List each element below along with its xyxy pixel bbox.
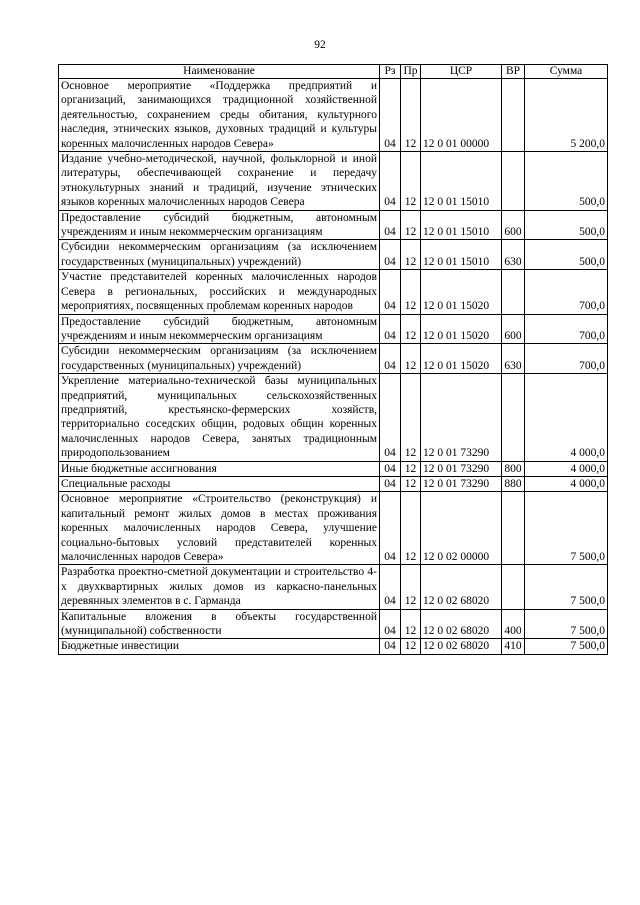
row-rz: 04: [380, 270, 401, 314]
row-rz: 04: [380, 240, 401, 270]
row-name: Капитальные вложения в объекты государственной (муниципальной) собственности: [59, 609, 380, 639]
row-name: Предоставление субсидий бюджетным, автономным учреждениям и иным некоммерческим организациям: [59, 210, 380, 240]
table-row: [59, 240, 608, 270]
row-pr: 12: [401, 270, 421, 314]
row-rz: 04: [380, 152, 401, 211]
row-csr: 12 0 02 68020: [421, 609, 502, 639]
row-sum: 500,0: [525, 240, 608, 270]
row-sum: 500,0: [525, 210, 608, 240]
row-name: Субсидии некоммерческим организациям (за исключением государственных (муниципальных) учреждений): [59, 344, 380, 374]
table-row: [59, 639, 608, 654]
row-sum: 7 500,0: [525, 565, 608, 609]
table-row: [59, 79, 608, 152]
row-rz: 04: [380, 344, 401, 374]
row-csr: 12 0 01 15010: [421, 152, 502, 211]
row-pr: 12: [401, 152, 421, 211]
row-rz: 04: [380, 461, 401, 476]
row-vr: 400: [502, 609, 525, 639]
row-name: Укрепление материально-технической базы муниципальных предприятий, муниципальных сельскохозяйственных предприятий, крестьянско-фермерских хозяйств, территориально соседских общин, родовых общин коренных малочисленных народов Севера, занятых традиционным природопользованием: [59, 374, 380, 461]
row-pr: 12: [401, 210, 421, 240]
row-name: Издание учебно-методической, научной, фольклорной и иной литературы, обеспечивающей сохранение и передачу этнокультурных знаний и традиций, изучение этнических языков коренных малочисленных народов Севера: [59, 152, 380, 211]
row-sum: 700,0: [525, 314, 608, 344]
row-sum: 4 000,0: [525, 476, 608, 491]
row-pr: 12: [401, 240, 421, 270]
row-csr: 12 0 01 15010: [421, 210, 502, 240]
row-sum: 7 500,0: [525, 639, 608, 654]
row-vr: [502, 79, 525, 152]
header-sum: Сумма: [525, 65, 608, 79]
row-vr: [502, 374, 525, 461]
table-header-row: [59, 65, 608, 79]
row-pr: 12: [401, 476, 421, 491]
row-rz: 04: [380, 79, 401, 152]
row-sum: 7 500,0: [525, 609, 608, 639]
row-csr: 12 0 02 68020: [421, 639, 502, 654]
row-sum: 500,0: [525, 152, 608, 211]
header-name: Наименование: [59, 65, 380, 79]
row-csr: 12 0 01 73290: [421, 476, 502, 491]
row-vr: [502, 270, 525, 314]
row-sum: 5 200,0: [525, 79, 608, 152]
row-sum: 4 000,0: [525, 461, 608, 476]
row-vr: 600: [502, 314, 525, 344]
row-pr: 12: [401, 565, 421, 609]
row-pr: 12: [401, 79, 421, 152]
row-rz: 04: [380, 476, 401, 491]
table-row: [59, 476, 608, 491]
row-name: Основное мероприятие «Поддержка предприятий и организаций, занимающихся традиционной хозяйственной деятельностью, сохранением среды обитания, культурного наследия, этнических языков, духовных традиций и культуры коренных малочисленных народов Севера»: [59, 79, 380, 152]
row-vr: 630: [502, 344, 525, 374]
header-csr: ЦСР: [421, 65, 502, 79]
row-vr: [502, 152, 525, 211]
row-csr: 12 0 01 15010: [421, 240, 502, 270]
row-name: Разработка проектно-сметной документации и строительство 4-х двухквартирных жилых домов из каркасно-панельных деревянных элементов в с. Гарманда: [59, 565, 380, 609]
row-csr: 12 0 01 15020: [421, 344, 502, 374]
table-row: [59, 314, 608, 344]
row-vr: 410: [502, 639, 525, 654]
table-row: [59, 344, 608, 374]
header-rz: Рз: [380, 65, 401, 79]
row-sum: 7 500,0: [525, 492, 608, 565]
row-rz: 04: [380, 492, 401, 565]
row-csr: 12 0 01 15020: [421, 270, 502, 314]
row-sum: 4 000,0: [525, 374, 608, 461]
row-name: Бюджетные инвестиции: [59, 639, 380, 654]
table-row: [59, 270, 608, 314]
table-row: [59, 461, 608, 476]
header-vr: ВР: [502, 65, 525, 79]
row-rz: 04: [380, 374, 401, 461]
row-csr: 12 0 01 15020: [421, 314, 502, 344]
row-pr: 12: [401, 492, 421, 565]
row-name: Иные бюджетные ассигнования: [59, 461, 380, 476]
row-name: Основное мероприятие «Строительство (реконструкция) и капитальный ремонт жилых домов в местах проживания коренных малочисленных народов Севера, улучшение социально-бытовых условий представителей коренных малочисленных народов Севера»: [59, 492, 380, 565]
row-name: Субсидии некоммерческим организациям (за исключением государственных (муниципальных) учреждений): [59, 240, 380, 270]
table-row: [59, 152, 608, 211]
table-row: [59, 609, 608, 639]
row-vr: 880: [502, 476, 525, 491]
row-rz: 04: [380, 565, 401, 609]
table-row: [59, 374, 608, 461]
row-name: Предоставление субсидий бюджетным, автономным учреждениям и иным некоммерческим организациям: [59, 314, 380, 344]
row-pr: 12: [401, 461, 421, 476]
row-vr: [502, 492, 525, 565]
row-pr: 12: [401, 374, 421, 461]
row-csr: 12 0 01 00000: [421, 79, 502, 152]
row-rz: 04: [380, 639, 401, 654]
row-sum: 700,0: [525, 270, 608, 314]
table-row: [59, 565, 608, 609]
header-pr: Пр: [401, 65, 421, 79]
row-pr: 12: [401, 609, 421, 639]
table-row: [59, 492, 608, 565]
row-pr: 12: [401, 639, 421, 654]
row-rz: 04: [380, 609, 401, 639]
row-vr: [502, 565, 525, 609]
row-vr: 600: [502, 210, 525, 240]
row-sum: 700,0: [525, 344, 608, 374]
table-row: [59, 210, 608, 240]
page-number: 92: [314, 39, 326, 51]
row-csr: 12 0 02 00000: [421, 492, 502, 565]
row-vr: 800: [502, 461, 525, 476]
row-rz: 04: [380, 210, 401, 240]
row-name: Специальные расходы: [59, 476, 380, 491]
row-csr: 12 0 02 68020: [421, 565, 502, 609]
row-rz: 04: [380, 314, 401, 344]
row-pr: 12: [401, 344, 421, 374]
row-csr: 12 0 01 73290: [421, 374, 502, 461]
budget-table: [58, 64, 608, 655]
row-vr: 630: [502, 240, 525, 270]
row-pr: 12: [401, 314, 421, 344]
row-name: Участие представителей коренных малочисленных народов Севера в региональных, российских и международных мероприятиях, посвященных проблемам коренных народов: [59, 270, 380, 314]
row-csr: 12 0 01 73290: [421, 461, 502, 476]
